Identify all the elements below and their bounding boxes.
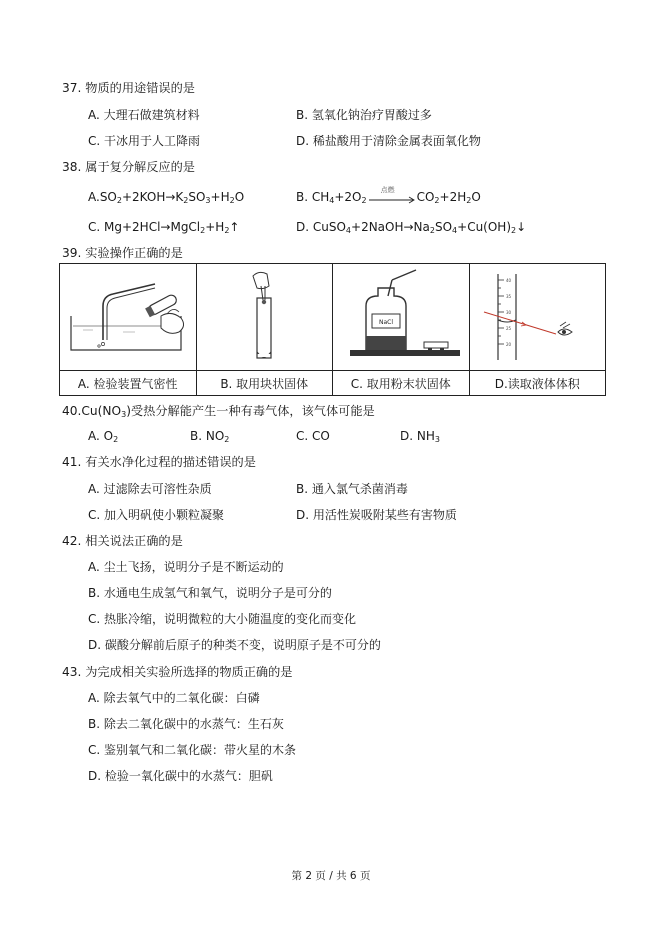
scale-tick-label: 35 — [505, 293, 511, 299]
test-tube-tweezers-icon — [199, 266, 329, 366]
q42-stem: 42. 相关说法正确的是 — [62, 534, 183, 548]
airtightness-apparatus-icon — [63, 266, 193, 366]
q40-option-a: A. $O_2$ — [88, 429, 119, 444]
q43-option-a: A. 除去氧气中的二氧化碳：白磷 — [88, 691, 260, 705]
q37-option-b: B. 氢氧化钠治疗胃酸过多 — [296, 108, 432, 122]
scale-tick-label: 20 — [505, 341, 511, 347]
caption-b: B. 取用块状固体 — [196, 371, 333, 396]
caption-d: D.读取液体体积 — [469, 371, 606, 396]
q38-option-c: C. $Mg+2HCl\to MgCl_2+H_2↑$ — [88, 220, 240, 235]
graduated-cylinder-icon — [470, 266, 605, 366]
q42-option-c: C. 热胀冷缩，说明微粒的大小随温度的变化而变化 — [88, 612, 357, 626]
q43-stem: 43. 为完成相关实验所选择的物质正确的是 — [62, 665, 293, 679]
figure-c-powder-solid — [333, 264, 470, 371]
q40-option-b: B. $NO_2$ — [190, 429, 230, 444]
scale-tick-label: 40 — [505, 277, 511, 283]
ignition-condition: 点燃 — [380, 185, 395, 194]
q42-option-b: B. 水通电生成氢气和氧气，说明分子是可分的 — [88, 586, 332, 600]
q41-option-a: A. 过滤除去可溶性杂质 — [88, 482, 212, 496]
caption-a: A. 检验装置气密性 — [60, 371, 197, 396]
q37-option-a: A. 大理石做建筑材料 — [88, 108, 200, 122]
bottle-label-text: NaCl — [378, 318, 393, 326]
q40-stem: $40.Cu(NO_3)$受热分解能产生一种有毒气体，该气体可能是 — [62, 404, 375, 419]
q37-stem: 37. 物质的用途错误的是 — [62, 81, 195, 95]
scale-tick-label: 30 — [505, 309, 511, 315]
q43-option-b: B. 除去二氧化碳中的水蒸气：生石灰 — [88, 717, 284, 731]
q37-option-c: C. 干冰用于人工降雨 — [88, 134, 201, 148]
q43-option-c: C. 鉴别氧气和二氧化碳：带火星的木条 — [88, 743, 297, 757]
q41-stem: 41. 有关水净化过程的描述错误的是 — [62, 455, 256, 469]
q43-option-d: D. 检验一氧化碳中的水蒸气：胆矾 — [88, 769, 273, 783]
q40-option-d: D. $NH_3$ — [400, 429, 440, 444]
experiment-table — [59, 263, 606, 396]
reagent-bottle-icon — [336, 266, 466, 366]
figure-b-block-solid — [196, 264, 333, 371]
q42-option-d: D. 碳酸分解前后原子的种类不变，说明原子是不可分的 — [88, 638, 381, 652]
q38-option-a: $A.SO_2+2KOH\to K_2SO_3+H_2O$ — [88, 190, 245, 205]
scale-tick-label: 25 — [505, 325, 511, 331]
q38-stem: 38. 属于复分解反应的是 — [62, 160, 195, 174]
q38-option-d: D. $CuSO_4+2NaOH\to Na_2SO_4+Cu(OH)_2↓$ — [296, 220, 527, 235]
q39-stem: 39. 实验操作正确的是 — [62, 246, 183, 260]
q40-option-c: C. CO — [296, 429, 330, 443]
reaction-arrow-icon — [367, 185, 417, 203]
q38-option-b: B. $CH_4+2O_2$ 点燃 $CO_2+2H_2O$ — [296, 185, 481, 205]
caption-c: C. 取用粉末状固体 — [333, 371, 470, 396]
figure-a-airtightness — [60, 264, 197, 371]
figure-d-read-volume — [469, 264, 606, 371]
q37-option-d: D. 稀盐酸用于清除金属表面氧化物 — [296, 134, 481, 148]
q42-option-a: A. 尘土飞扬，说明分子是不断运动的 — [88, 560, 284, 574]
page-footer: 第 2 页 / 共 6 页 — [291, 870, 371, 882]
q41-option-b: B. 通入氯气杀菌消毒 — [296, 482, 408, 496]
q41-option-d: D. 用活性炭吸附某些有害物质 — [296, 508, 457, 522]
q41-option-c: C. 加入明矾使小颗粒凝聚 — [88, 508, 225, 522]
